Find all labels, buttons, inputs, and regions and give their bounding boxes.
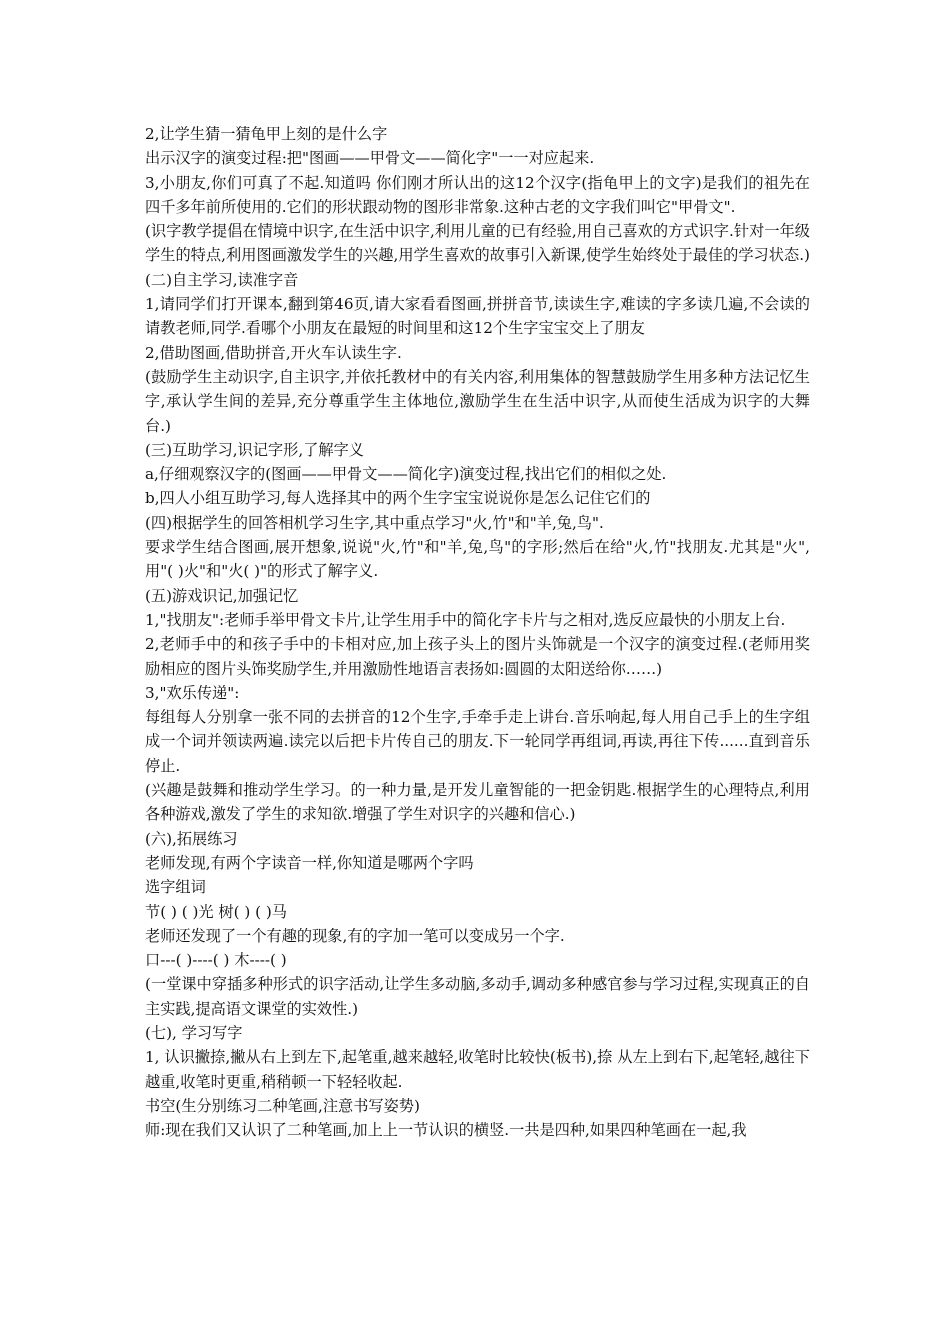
paragraph: 每组每人分别拿一张不同的去拼音的12个生字,手牵手走上讲台.音乐响起,每人用自己手上的生字组成一个词并领读两遍.读完以后把卡片传自己的朋友.下一轮同学再组词,再读,再往下传......直到音乐停止. bbox=[145, 708, 810, 775]
paragraph: 书空(生分别练习二种笔画,注意书写姿势) bbox=[145, 1096, 420, 1115]
paragraph: 1, 认识撇捺,撇从右上到左下,起笔重,越来越轻,收笔时比较快(板书),捺 从左上到右下,起笔轻,越往下越重,收笔时更重,稍稍顿一下轻轻收起. bbox=[145, 1048, 810, 1091]
paragraph: b,四人小组互助学习,每人选择其中的两个生字宝宝说说你是怎么记住它们的 bbox=[145, 489, 651, 508]
exercise-line: 口---( )----( ) 木----( ) bbox=[145, 951, 287, 970]
paragraph: 要求学生结合图画,展开想象,说说"火,竹"和"羊,兔,鸟"的字形;然后在给"火,竹"找朋友.尤其是"火",用"( )火"和"火( )"的形式了解字义. bbox=[145, 538, 810, 581]
paragraph: 3,"欢乐传递": bbox=[145, 683, 240, 702]
section-heading: (七), 学习写字 bbox=[145, 1023, 243, 1042]
section-heading: (四)根据学生的回答相机学习生字,其中重点学习"火,竹"和"羊,兔,鸟". bbox=[145, 513, 604, 532]
document-body bbox=[145, 122, 810, 1142]
paragraph: 选字组词 bbox=[145, 878, 206, 897]
paragraph: (一堂课中穿插多种形式的识字活动,让学生多动脑,多动手,调动多种感官参与学习过程,实现真正的自主实践,提高语文课堂的实效性.) bbox=[145, 975, 810, 1018]
section-heading: (五)游戏识记,加强记忆 bbox=[145, 586, 299, 605]
paragraph: 老师发现,有两个字读音一样,你知道是哪两个字吗 bbox=[145, 853, 474, 872]
section-heading: (六),拓展练习 bbox=[145, 829, 238, 848]
paragraph: 2,让学生猜一猜龟甲上刻的是什么字 bbox=[145, 125, 388, 143]
paragraph: 1,请同学们打开课本,翻到第46页,请大家看看图画,拼拼音节,读读生字,难读的字多读几遍,不会读的请教老师,同学.看哪个小朋友在最短的时间里和这12个生字宝宝交上了朋友 bbox=[145, 295, 810, 338]
paragraph: 2,老师手中的和孩子手中的卡相对应,加上孩子头上的图片头饰就是一个汉字的演变过程.(老师用奖励相应的图片头饰奖励学生,并用激励性地语言表扬如:圆圆的太阳送给你……) bbox=[145, 635, 810, 678]
paragraph: 师:现在我们又认识了二种笔画,加上上一节认识的横竖.一共是四种,如果四种笔画在一起,我 bbox=[145, 1121, 747, 1140]
paragraph: (鼓励学生主动识字,自主识字,并依托教材中的有关内容,利用集体的智慧鼓励学生用多种方法记忆生字,承认学生间的差异,充分尊重学生主体地位,激励学生在生活中识字,从而使生活成为识字的大舞台.) bbox=[145, 367, 810, 435]
paragraph: 2,借助图画,借助拼音,开火车认读生字. bbox=[145, 343, 402, 362]
paragraph: 1,"找朋友":老师手举甲骨文卡片,让学生用手中的简化字卡片与之相对,选反应最快的小朋友上台. bbox=[145, 610, 786, 629]
section-heading: (三)互助学习,识记字形,了解字义 bbox=[145, 440, 364, 459]
paragraph: (识字教学提倡在情境中识字,在生活中识字,利用儿童的已有经验,用自己喜欢的方式识字.针对一年级学生的特点,利用图画激发学生的兴趣,用学生喜欢的故事引入新课,使学生始终处于最佳的学习状态.) (二)自主学习,读准字音 bbox=[145, 222, 810, 289]
paragraph: 3,小朋友,你们可真了不起.知道吗 你们刚才所认出的这12个汉字(指龟甲上的文字)是我们的祖先在四千多年前所使用的.它们的形状跟动物的图形非常象.这种古老的文字我们叫它"甲骨文". bbox=[145, 173, 810, 216]
paragraph: 出示汉字的演变过程:把"图画——甲骨文——简化字"一一对应起来. bbox=[145, 149, 595, 168]
exercise-line: 节( ) ( )光 树( ) ( )马 bbox=[145, 902, 287, 921]
paragraph: 老师还发现了一个有趣的现象,有的字加一笔可以变成另一个字. bbox=[145, 926, 565, 945]
paragraph: (兴趣是鼓舞和推动学生学习。的一种力量,是开发儿童智能的一把金钥匙.根据学生的心理特点,利用各种游戏,激发了学生的求知欲.增强了学生对识字的兴趣和信心.) bbox=[145, 781, 810, 824]
paragraph: a,仔细观察汉字的(图画——甲骨文——简化字)演变过程,找出它们的相似之处. bbox=[145, 465, 667, 484]
